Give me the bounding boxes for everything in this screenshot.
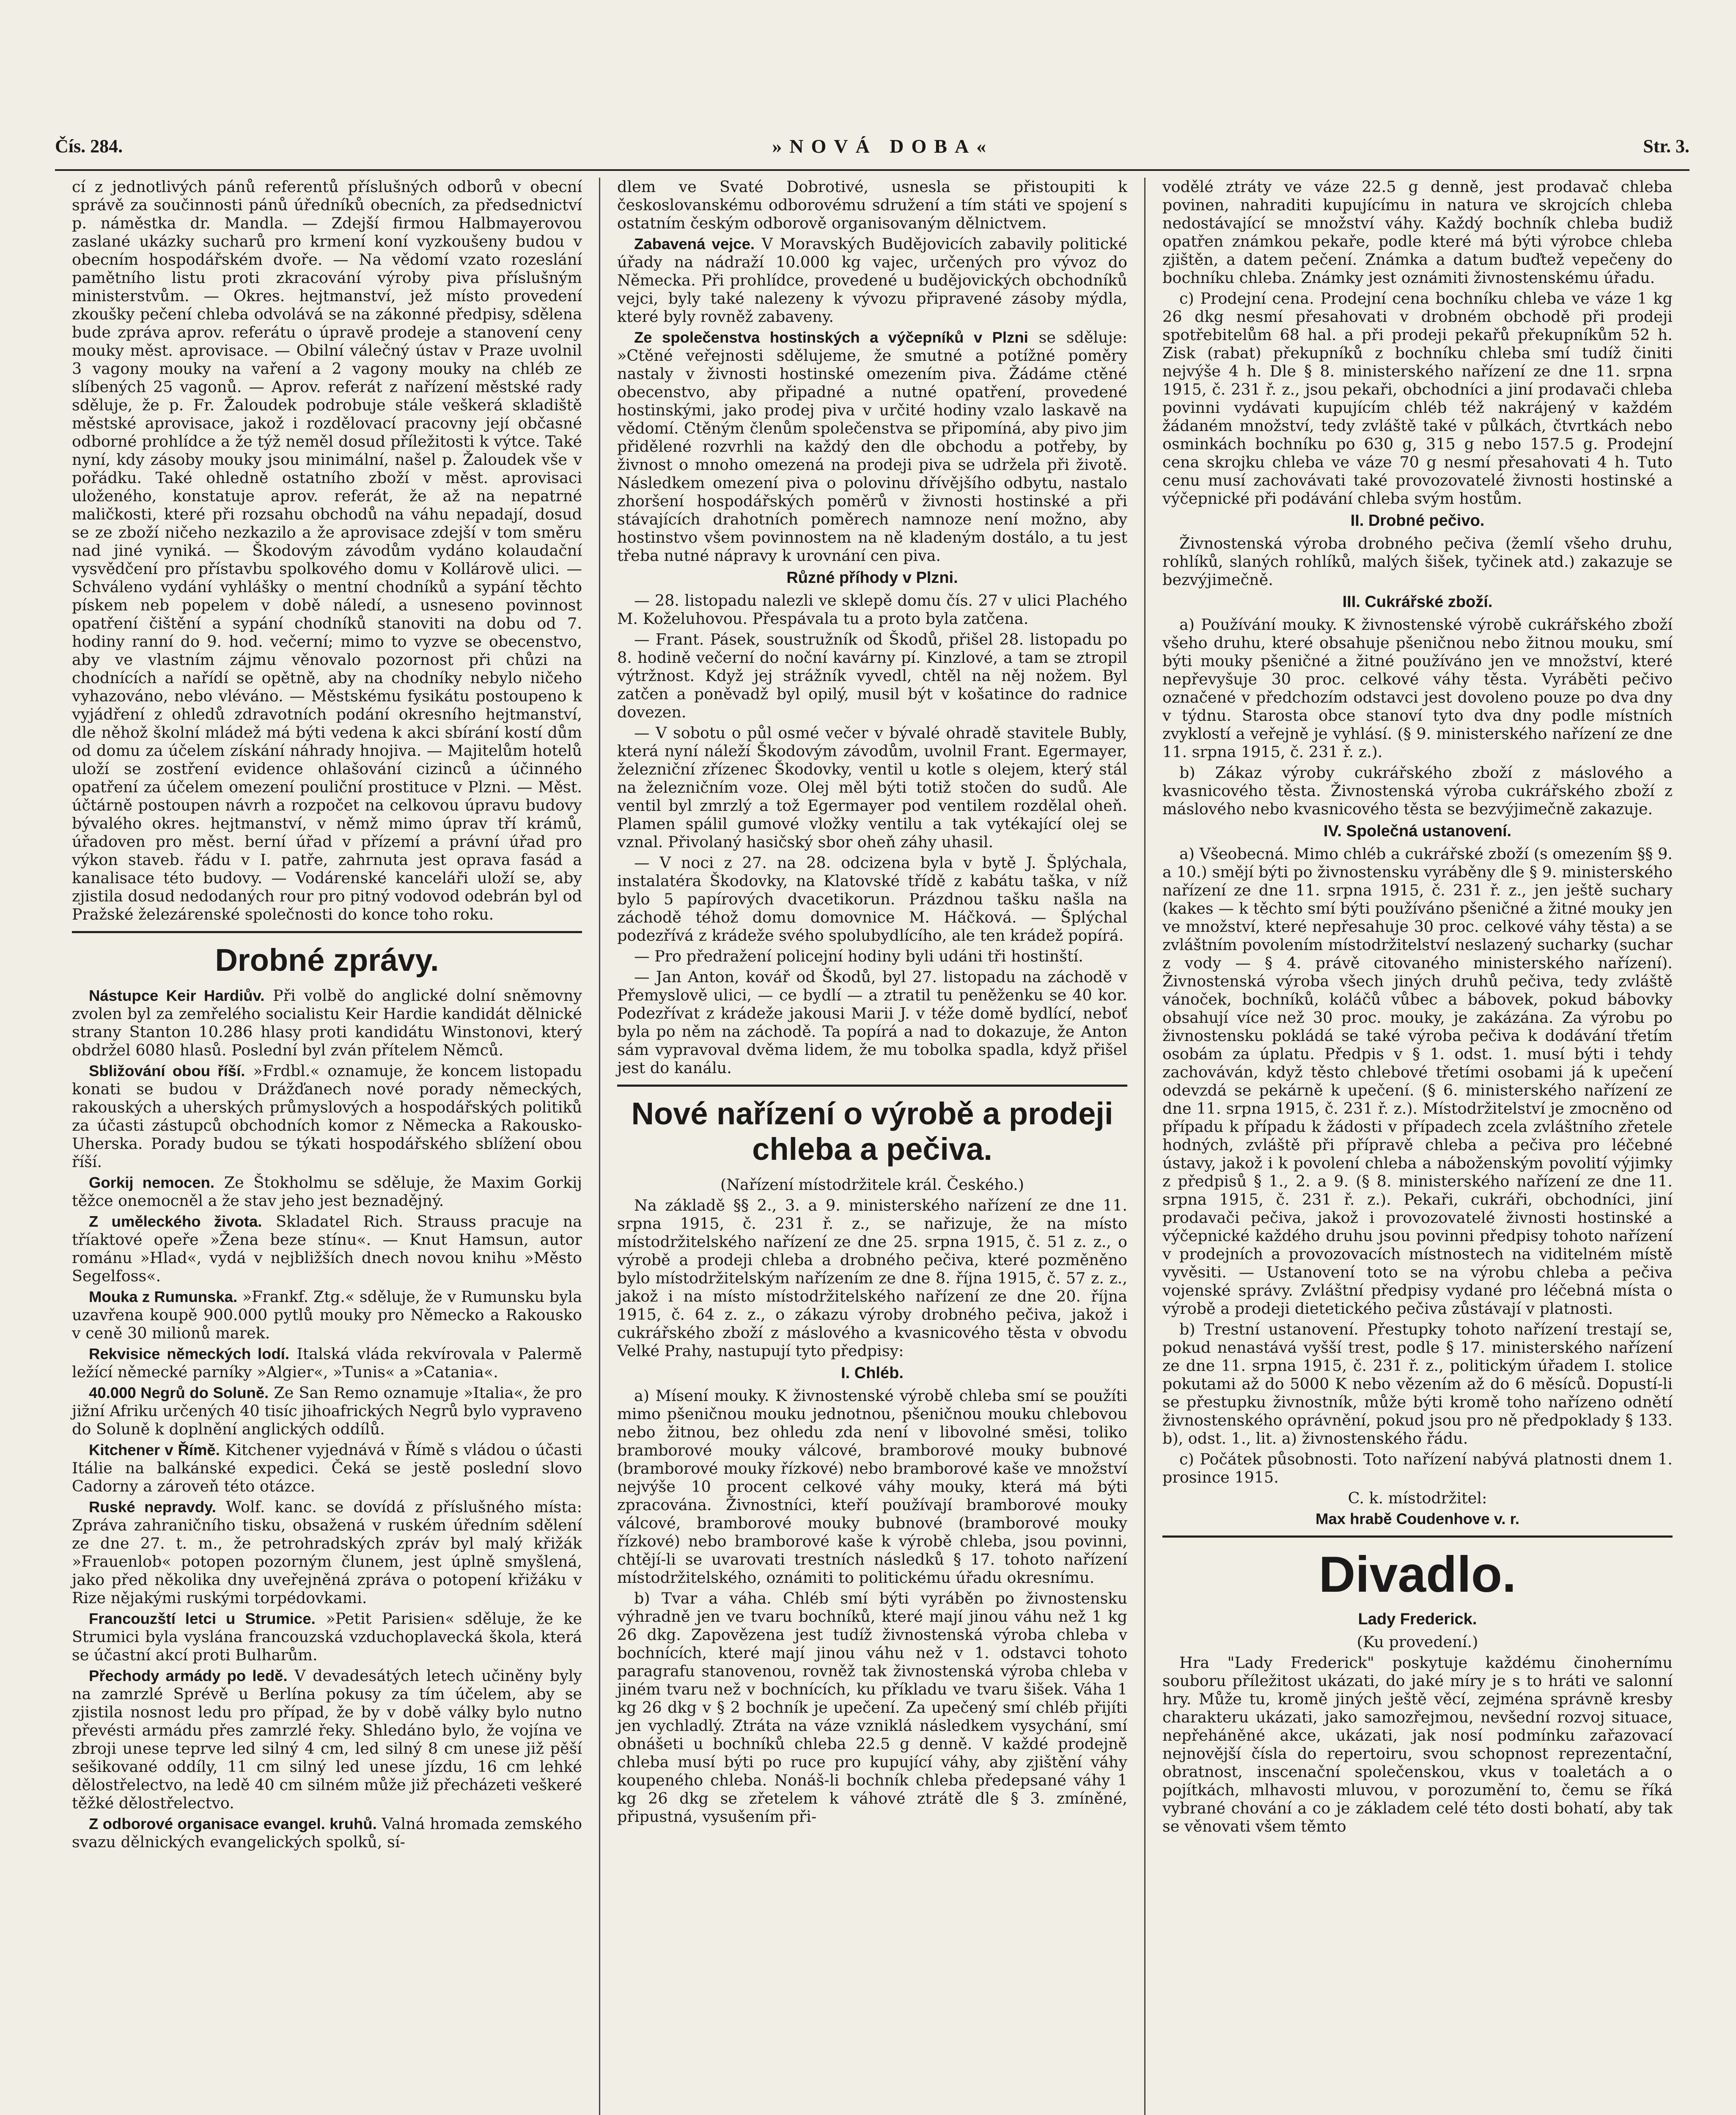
news-item-text: »Petit Parisien« sděluje, že ke Strumici byla vyslána francouzská vzduchoplavecká škola, která se účastní akcí proti Bulharům. [72,1610,582,1664]
news-item-text: Skladatel Rich. Strauss pracuje na tříaktové opeře »Žena beze stínu«. — Knut Hamsun, autor románu »Hlad«, vydá v nejbližších dnech novou knihu »Město Segelfoss«. [72,1212,582,1285]
decree-source: (Nařízení místodržitele král. Českého.) [720,1176,1025,1194]
decree-paragraph: a) Mísení mouky. K živnostenské výrobě chleba smí se použíti mimo pšeničnou mouku jednotnou, pšeničnou mouku chlebovou nebo žitnou, bez ohledu zda není v libovolné směsi, toliko bramborové mouky válcové, bramborové mouky bubnové (bramborové mouky řízkové) nebo bramborové kaše ve množství nejvýše 10 procent celkové váhy mouky, která má býti zpracována. Živnostníci, kteří používají bramborové mouky válcové, bramborové mouky bubnové (bramborové mouky řízkové) nebo bramborové kaše k výrobě chleba, jsou povinni, chtějí-li se uvarovati trestních následků § 17. tohoto nařízení místodržitelského, oznámiti to politickému úřadu okresnímu. [617,1387,1127,1587]
news-item-lead: Rekvisice německých lodí. [89,1345,290,1362]
news-item-text: Wolf. kanc. se dovídá z příslušného místa: Zpráva zahraničního tisku, obsažená v ruském úředním sdělení ze dne 27. t. m., že petrohradských zpráv byl malý křižák »Frauenlob« potopen pozorným člunem, jest úplně smyšlená, jako před několika dny uveřejněná zpráva o potopení křižáku v Rize nějakými ruskými torpédovkami. [72,1498,582,1607]
news-item-lead: Mouka z Rumunska. [89,1288,238,1305]
news-item [72,1173,582,1210]
section-spolecna-ustanoveni: IV. Společná ustanovení. [1323,822,1512,840]
news-item-text: Ze San Remo oznamuje »Italia«, že pro jižní Afriku určených 40 tisíc jihoafrických Negrů bylo vypraveno do Soluně k doplnění anglických oddílů. [72,1384,582,1438]
decree-headline: Nové nařízení o výrobě a prodeji chleba a pečiva. [631,1096,1113,1167]
news-item [72,1062,582,1171]
news-item-lead: Z uměleckého života. [89,1213,262,1230]
divider [72,931,582,933]
column-1 [55,178,599,2115]
masthead [55,123,1689,171]
play-title: Lady Frederick. [1358,1610,1477,1628]
decree-paragraph: c) Prodejní cena. Prodejní cena bochníku chleba ve váze 1 kg 26 dkg nesmí přesahovati v drobném obchodě při prodeji spotřebitelům 68 hal. a při prodeji pekařů překupníkům 52 h. Zisk (rabat) překupníků z bochníku chleba smí tudíž činiti nejvýše 4 h. Dle § 8. ministerského nařízení ze dne 11. srpna 1915, č. 231 ř. z., jsou pekaři, obchodníci a jiní prodavači chleba povinni vydávati kupujícím chléb též nakrájený v každém žádaném množství, tedy zvláště také v půlkách, čtvrtkách nebo osminkách bochníku po 630 g, 315 g nebo 157.5 g. Prodejní cena skrojku chleba ve váze 70 g nesmí přesahovati 4 h. Tuto cenu musí zachovávati také provozovatelé živnosti hostinské a výčepnické při podávání chleba svým hostům. [1162,289,1673,508]
news-item-lead: Přechody armády po ledě. [89,1667,288,1684]
subheading-prihody: Různé příhody v Plzni. [786,569,958,587]
column-3 [1144,178,1689,2115]
news-item-lead: Nástupce Keir Hardiův. [89,987,265,1004]
decree-paragraph: b) Trestní ustanovení. Přestupky tohoto nařízení trestají se, pokud nenastává vyšší trest, podle § 17. ministerského nařízení ze dne 11. srpna 1915, č. 231 ř. z., politickým úřadem I. stolice pokutami až do 5000 K nebo vězením až do 6 měsíců. Dopustí-li se přestupku živnostník, může býti kromě toho nařízeno odnětí živnostenského oprávnění, pokud jsou pro ně předpoklady § 133. b), odst. 1., lit. a) živnostenského řádu. [1162,1320,1673,1448]
decree-paragraph: c) Počátek působnosti. Toto nařízení nabývá platnosti dnem 1. prosince 1915. [1162,1450,1673,1486]
section-heading-drobne-zpravy: Drobné zprávy. [215,942,439,978]
news-item-lead: Zabavená vejce. [634,235,755,253]
decree-paragraph: a) Všeobecná. Mimo chléb a cukrářské zboží (s omezením §§ 9. a 10.) smějí býti po živnostensku vyráběny dle § 9. ministerského nařízení ze dne 11. srpna 1915, č. 231 ř. z., jen ještě suchary (kakes — k těchto smí býti používáno pšeničné a žitné mouky jen ve množství, které nepřesahuje 30 proc. celkové váhy těsta) a se zvláštním povolením místodržitelství neslazený sucharky (suchar z vody — § 4. právě citovaného ministerského nařízení). Živnostenská výroba všech jiných druhů pečiva, tedy zvláště vánoček, bochníků, koláčů vůbec a bábovek, pokud bábovky obsahují více než 30 proc. mouky, je zakázána. Za výrobu po živnostensku pokládá se také výroba pečiva k dodávání třetím osobám za úplatu. Předpis v § 1. odst. 1. musí býti i tehdy zachováván, když těsto chlebové třetími osobami já k upečení odevzdá se pekárně k upečení. (§ 6. ministerského nařízení ze dne 11. srpna 1915, č. 231 ř. z.). Místodržitelství je zmocněno od případu k případu k žádosti v případech zcela zvláštního zřetele hodných, zvláště při přípravě chleba a pečiva pro léčebné ústavy, jakož i k povolení chleba a náboženským povolití výjimky z předpisů § 1., 2. a 9. (§ 8. ministerského nařízení ze dne 11. srpna 1915, č. 231 ř. z.). Pekaři, cukráři, obchodníci, jiní prodavači pečiva, jakož i provozovatelé živnosti hostinské a výčepnické každého druhu jsou povinni předpisy tohoto nařízení v prodejních a provozovacích místnostech na viditelném místě vyvěsiti. — Ustanovení toto se na výrobu chleba a pečiva vojenské správy. Zvláštní předpisy vydané pro léčebná místa o výrobě a prodeji dietetického pečiva zůstávají v platnosti. [1162,845,1673,1318]
news-items [617,235,1127,565]
divider [1162,1535,1673,1538]
news-item-text: »Frdbl.« oznamuje, že koncem listopadu konati se budou v Drážďanech nové porady německých, rakouských a uherských průmyslových a hospodářských politiků za účasti zástupců obchodních komor z Německa a Rakousko-Uherska. Porady budou se týkati hospodářského sblížení obou říší. [72,1062,582,1171]
issue-number: Čís. 284. [55,135,123,157]
decree-paragraph: Živnostenská výroba drobného pečiva (žemlí všeho druhu, rohlíků, slaných rohlíků, malých šišek, tyčinek atd.) zakazuje se bezvýjimečně. [1162,534,1673,589]
news-item [617,235,1127,326]
incident-paragraph: — 28. listopadu nalezli ve sklepě domu čís. 27 v ulici Plachého M. Koželuhovou. Přespávala tu a proto byla zatčena. [617,591,1127,628]
article-continuation: dlem ve Svaté Dobrotivé, usnesla se přistoupiti k českoslovanskému odborovému sdružení a tím státi ve spojení s ostatním českým odborově organisovaným dělnictvem. [617,178,1127,232]
incident-paragraph: — Frant. Pásek, soustružník od Škodů, přišel 28. listopadu po 8. hodině večerní do noční kavárny pí. Kinzlové, a tam se ztropil výtržnost. Když jej strážník vyvedl, chtěl na něj nožem. Byl zatčen a poněvadž byl opilý, musil být v košatince do radnice dovezen. [617,630,1127,721]
news-item-text: se sděluje: »Ctěné veřejnosti sdělujeme, že smutné a potížné poměry nastaly v živnosti hostinské omezením piva. Žádáme ctěné obecenstvo, aby připadné a nutné opatření, provedené hostinskými, jako prodej piva v určité hodiny vzalo laskavě na vědomí. Ctěným členům společenstva se připomíná, aby pivo jim přidělené rozvrhli na každý den dle obchodu a potřeby, by živnost o mnoho omezená na prodeji piva se udržela při životě. Následkem omezení piva o polovinu dřívějšího odbytu, nastalo zhoršení hospodářských poměrů v živnosti hostinské a při stávajících drahotních poměrech namnoze není možno, aby hostinstvo všem povinnostem na ně kladeným dostálo, a tu jest třeba nutné nápravy k urovnání cen piva. [617,328,1127,565]
play-note: (Ku provedení.) [1357,1633,1478,1651]
news-item [72,1441,582,1495]
signature-title: C. k. místodržitel: [1348,1489,1487,1507]
city-council-report: cí z jednotlivých pánů referentů příslušných odborů v obecní správě za součinnosti pánů úředníků obecních, za předsednictví p. náměstka dr. Mandla. — Zdejší firmou Halbmayerovou zaslané ukázky sucharů pro krmení koní vyzkoušeny budou v obecním hospodářském dvoře. — Na vědomí vzato rozeslání pamětního listu proti zkracování výroby piva příslušným ministerstvům. — Okres. hejtmanství, jež místo provedení zkoušky pečení chleba odvolává se na zákonné předpisy, sdělena bude zpráva aprov. referátu o úpravě prodeje a stanovení ceny mouky měst. aprovisace. — Obilní válečný ústav v Praze uvolnil 3 vagony mouky na vaření a 2 vagony mouky na chléb ze slíbených 25 vagonů. — Aprov. referát z nařízení městské rady sděluje, že p. Fr. Žaloudek podrobuje stále veškerá skladiště městské aprovisace, jakož i rozdělovací pracovny její občasné odborné prohlídce a že týž neměl dosud příležitosti k výtce. Také nyní, kdy zásoby mouky jsou minimální, našel p. Žaloudek vše v pořádku. Také ohledně ostatního zboží v měst. aprovisaci uloženého, konstatuje aprov. referát, že až na nepatrné maličkosti, které při rozsahu obchodů na váhu nepadají, dosud se ze zboží ničeho nezkazilo a že aprovisace zdejší v tom směru nad jiné vyniká. — Škodovým závodům vydáno kolaudační vysvědčení pro přístavbu spolkového domu v Kollárově ulici. — Schváleno vydání vyhlášky o mentní chodníků a sypání těchto pískem neb popelem v době náledí, a usneseno povinnost opatření čištění a sypání chodníků stanoviti na dobu od 7. hodiny ranní do 9. hod. večerní; mimo to vyzve se obecenstvo, aby ve vlastním zájmu věnovalo pozornost při chůzi na chodnících a nařídí se opětně, aby na chodníky nebylo ničeho vyhazováno, nebo vléváno. — Městskému fysikátu postoupeno k vyjádření z ohledů zdravotních podání okresního hejtmanství, dle něhož školní mládež má býti vedena k akci sbírání kostí dům od domu za účelem získání náhrady hnojiva. — Majitelům hotelů uloží se zostření evidence ohlašování cizinců a účinného opatření za účelem omezení pouliční prostituce v Plzni. — Měst. účtárně postoupen návrh a rozpočet na celkovou úpravu budovy bývalého okres. hejtmanství, v němž mimo úprav tří krámů, úřadoven pro měst. berní úřad v přízemí a právní úřad pro výkon staveb. řádu v I. patře, zahrnuta jest oprava fasád a kanalisace této budovy. — Vodárenské kanceláři uloží se, aby zjistila dosud nedodaných rour pro pitný vodovod odebrán byl od Pražské železárenské společnosti do konce toho roku. [72,178,582,923]
section-chleb: I. Chléb. [841,1364,904,1382]
news-item-text: Ze Štokholmu se sděluje, že Maxim Gorkij těžce onemocněl a že stav jeho jest beznadějný. [72,1173,582,1210]
decree-paragraph: vodělé ztráty ve váze 22.5 g denně, jest prodavač chleba povinen, nahraditi kupujícímu in natura ve skrojcích chleba nedostávající se množství váhy. Každý bochník chleba budiž opatřen známkou pekaře, podle které má býti výrobce chleba zjištěn, a datem pečení. Známka a datum buďtež vepečeny do bochníku chleba. Známky jest oznámiti živnostenskému úřadu. [1162,178,1673,287]
incident-paragraph: — V sobotu o půl osmé večer v bývalé ohradě stavitele Bubly, která nyní náleží Škodovým závodům, uvolnil Frant. Egermayer, železniční zřízenec Škodovky, ventil u kotle s olejem, který stál na železničním voze. Olej měl býti totiž stočen do sudů. Ale ventil byl zmrzlý a tož Egermayer pod ventilem rozdělal oheň. Plamen spálil gumové vložky ventilu a tak vytékající olej se vznal. Přivolaný hasičský sbor oheň záhy uhasil. [617,724,1127,851]
incident-paragraph: — V noci z 27. na 28. odcizena byla v bytě J. Šplýchala, instalatéra Škodovky, na Klatovské třídě z kabátu taška, v níž bylo 5 papírových dvacetikorun. Prázdnou tašku našla na záchodě téhož domu domovnice M. Háčková. — Šplýchal podezřívá z krádeže svého spolubydlícího, ale ten krádež popírá. [617,854,1127,945]
decree-intro: Na základě §§ 2., 3. a 9. ministerského nařízení ze dne 11. srpna 1915, č. 231 ř. z., se nařizuje, že na místo místodržitelského nařízení ze dne 25. srpna 1915, č. 51 z. z., o výrobě a prodeji chleba a drobného pečiva, které pozměněno bylo místodržitelským nařízením ze dne 8. října 1915, č. 57 z. z., jakož i na místo místodržitelského nařízení ze dne 20. října 1915, č. 64 z. z., o zákazu výroby drobného pečiva, jakož i cukrářského zboží z máslového a kvasnicového těsta v obvodu Velké Prahy, nastupují tyto předpisy: [617,1196,1127,1360]
divider [617,1085,1127,1087]
news-item-text: Italská vláda rekvírovala v Palermě ležící německé parníky »Algier«, »Tunis« a »Catania«. [72,1345,582,1381]
short-news-list [72,986,582,1851]
column-2 [599,178,1144,2115]
news-item [72,1212,582,1285]
news-item-lead: Sbližování obou říší. [89,1062,245,1079]
section-cukrarske-zbozi: III. Cukrářské zboží. [1342,593,1493,611]
decree-paragraph: b) Zákaz výroby cukrářského zboží z máslového a kvasnicového těsta. Živnostenská výroba cukrářského zboží z máslového nebo kvasnicového těsta se bezvýjimečně zakazuje. [1162,764,1673,818]
columns [55,178,1689,2115]
news-item-lead: Francouzští letci u Strumice. [89,1610,316,1627]
news-item-text: Valná hromada zemského svazu dělnických evangelických spolků, sí- [72,1815,582,1851]
news-item [617,328,1127,565]
news-item-lead: Ze společenstva hostinských a výčepníků v Plzni [634,329,1028,346]
news-item-lead: 40.000 Negrů do Soluně. [89,1384,269,1401]
decree-paragraph: b) Tvar a váha. Chléb smí býti vyráběn po živnostensku výhradně jen ve tvaru bochníků, které mají jinou váhu než 1 kg 26 dkg. Zapovězena jest tudíž živnostenská výroba chleba v bochnících, které mají jinou váhu než v 1. odstavci tohoto paragrafu stanovenou, rovněž tak živnostenská výroba chleba v jiném tvaru než v bochnících, ku příkladu ve tvaru šišek. Váha 1 kg 26 dkg v § 2 bochník je upečení. Za upečený smí chléb přijíti jen vychladlý. Ztráta na váze vzniklá následkem vysychání, smí obnášeti u bochníků chleba 22.5 g denně. V každé prodejně chleba musí býti po ruce pro kupující váhy, aby zjištění váhy koupeného chleba. Nonáš-li bochník chleba předepsané váhy 1 kg 26 dkg se zřetelem k váhové ztrátě dle § 3. zmíněné, připustná, vysušením při- [617,1589,1127,1826]
news-item-text: Kitchener vyjednává v Římě s vládou o účasti Itálie na balkánské expedici. Čeká se jestě poslední slovo Cadorny a zároveň této otázce. [72,1441,582,1495]
news-item [72,1498,582,1607]
news-item-text: V Moravských Budějovicích zabavily politické úřady na nádraží 10.000 kg vajec, určených pro vývoz do Německa. Při prohlídce, provedené u budějovických obchodníků vejci, byly také nalezeny k vývozu připravené zásoby mýdla, které byly rovněž zabaveny. [617,235,1127,326]
section-drobne-pecivo: II. Drobné pečivo. [1350,512,1485,530]
news-item [72,1384,582,1438]
incident-paragraph: — Pro předražení policejní hodiny byli udáni tři hostinští. [634,947,1083,965]
incident-paragraph: — Jan Anton, kovář od Škodů, byl 27. listopadu na záchodě v Přemyslově ulici, — ce bydlí — a ztratil tu peněženku se 40 kor. Podezřívat z krádeže jakousi Marii J. v téže domě bydlící, neboť byla po něm na záchodě. Ta popírá a nad to dokazuje, že Anton sám vypravoval dvěma lidem, že mu tobolka spadla, když přišel jest do kanálu. [617,968,1127,1077]
news-item-lead: Z odborové organisace evangel. kruhů. [89,1815,377,1832]
news-item [72,1667,582,1812]
news-item [72,1815,582,1851]
news-item-text: »Frankf. Ztg.« sděluje, že v Rumunsku byla uzavřena koupě 900.000 pytlů mouky pro Německo a Rakousko v ceně 30 milionů marek. [72,1288,582,1342]
decree-paragraph: a) Používání mouky. K živnostenské výrobě cukrářského zboží všeho druhu, které obsahuje pšeničnou nebo žitnou mouku, smí býti mouky pšeničné a žitné používáno jen ve množství, které nepřevyšuje 30 proc. celkové váhy těsta. Vyráběti pečivo označené v předchozím odstavci jest dovoleno pouze po dva dny v týdnu. Starosta obce stanoví tyto dva dny podle místních zvyklostí a veřejně je vyhlásí. (§ 9. ministerského nařízení ze dne 11. srpna 1915, č. 231 ř. z.). [1162,615,1673,761]
news-item [72,1610,582,1664]
news-item-lead: Ruské nepravdy. [89,1498,216,1516]
theatre-review: Hra "Lady Frederick" poskytuje každému činohernímu souboru příležitost ukázati, do jaké míry je s to hráti ve salonní hry. Může tu, kromě jiných ještě věcí, zejména správně kresby charakteru ukázati, jako samozřejmou, nevšední rozvoj situace, nepřeháněné akce, ukázati, jak nosí podmínku zařazovací nejnovější čísla do repertoiru, svou schopnost reprezentační, obratnost, inscenační společenskou, vkus v toaletách a o pojítkách, mlhavosti mluvou, v porozumění to, čemu se říká vybrané chování a co je základem celé této dosti bohatí, aby tak se věnovati všem těmto [1162,1654,1673,1835]
section-heading-divadlo: Divadlo. [1318,1546,1516,1603]
news-item-lead: Kitchener v Římě. [89,1441,220,1459]
news-item-text: Při volbě do anglické dolní sněmovny zvolen byl za zemřelého socialistu Keir Hardie kandidát dělnické strany Stanton 10.286 hlasy proti kandidátu Winstonovi, který obdržel 6080 hlasů. Poslední byl zván přítelem Němců. [72,986,582,1059]
news-item [72,986,582,1059]
page-number: Str. 3. [1643,135,1689,157]
news-item-lead: Gorkij nemocen. [89,1174,215,1191]
news-item-text: V devadesátých letech učiněny byly na zamrzlé Sprévě u Berlína pokusy za tím účelem, aby se zjistila nosnost ledu pro případ, že by v době války bylo nutno převésti armádu přes zamrzlé řeky. Shledáno bylo, že vojína ve zbroji unese teprve led silný 4 cm, led silný 8 cm unese již pěší sešikované oddíly, 11 cm silný led unese jízdu, 16 cm lehké dělostřelectvo, na ledě 40 cm silném může již přecházeti veškeré těžké dělostřelectvo. [72,1667,582,1812]
news-item [72,1288,582,1342]
signature-name: Max hrabě Coudenhove v. r. [1315,1510,1520,1527]
newspaper-title: »NOVÁ DOBA« [772,135,994,157]
news-item [72,1345,582,1381]
